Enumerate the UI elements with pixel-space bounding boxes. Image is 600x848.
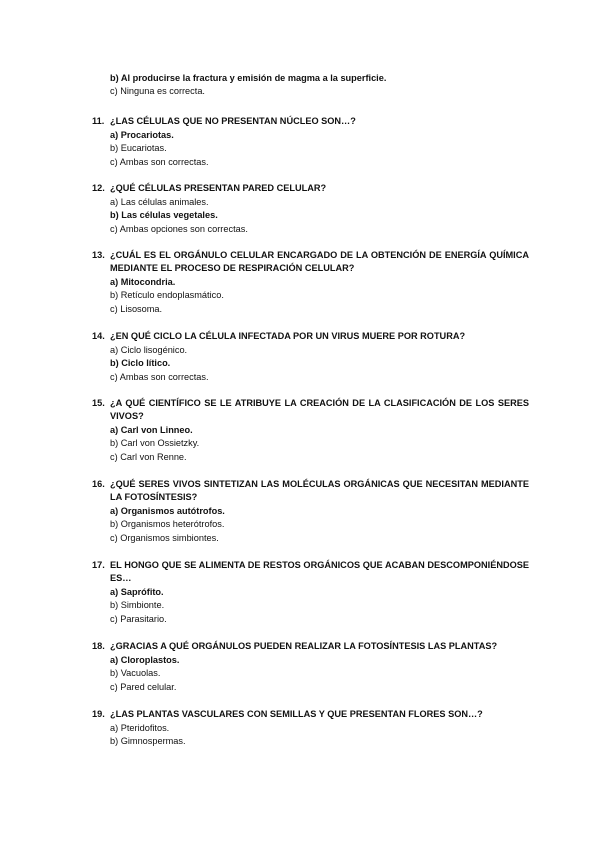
option-c: c) Pared celular. (110, 681, 177, 692)
question-14 (92, 330, 529, 384)
question-text: ¿LAS CÉLULAS QUE NO PRESENTAN NÚCLEO SON…? (110, 116, 356, 126)
question-text: ¿CUÁL ES EL ORGÁNULO CELULAR ENCARGADO DE LA OBTENCIÓN DE ENERGÍA QUÍMICA MEDIANTE EL PROCESO DE RESPIRACIÓN CELULAR? (110, 250, 529, 273)
question-text: ¿EN QUÉ CICLO LA CÉLULA INFECTADA POR UN VIRUS MUERE POR ROTURA? (110, 331, 466, 341)
question-number: 15. (92, 398, 105, 408)
question-18 (92, 640, 529, 694)
question-text: ¿A QUÉ CIENTÍFICO SE LE ATRIBUYE LA CREACIÓN DE LA CLASIFICACIÓN DE LOS SERES VIVOS? (110, 398, 529, 421)
option-b: b) Ciclo lítico. (110, 358, 171, 369)
question-text: ¿LAS PLANTAS VASCULARES CON SEMILLAS Y QUE PRESENTAN FLORES SON…? (110, 709, 483, 719)
question-text: ¿QUÉ SERES VIVOS SINTETIZAN LAS MOLÉCULAS ORGÁNICAS QUE NECESITAN MEDIANTE LA FOTOSÍNTESIS? (110, 479, 529, 502)
question-number: 16. (92, 479, 105, 489)
option-b: b) Gimnospermas. (110, 736, 186, 747)
answer-options (92, 276, 529, 316)
option-a: a) Cloroplastos. (110, 655, 180, 665)
option-b: b) Las células vegetales. (110, 210, 218, 221)
option-a: a) Mitocondria. (110, 277, 176, 287)
question-17 (92, 559, 529, 626)
option-c: c) Ambas opciones son correctas. (110, 223, 248, 234)
option-c: c) Carl von Renne. (110, 451, 187, 462)
answer-options (92, 196, 529, 236)
option-b: b) Vacuolas. (110, 668, 161, 679)
option-a: a) Las células animales. (110, 197, 209, 207)
option-a: a) Pteridofitos. (110, 723, 170, 733)
option-b: b) Simbionte. (110, 600, 165, 611)
question-number: 13. (92, 250, 105, 260)
question-number: 18. (92, 641, 105, 651)
question-number: 12. (92, 183, 105, 193)
question-number: 14. (92, 331, 105, 341)
answer-options (92, 129, 529, 169)
answer-options (92, 654, 529, 694)
question-number: 19. (92, 709, 105, 719)
option-c: c) Lisosoma. (110, 303, 163, 314)
option-b: b) Retículo endoplasmático. (110, 290, 224, 301)
option-c: c) Ambas son correctas. (110, 371, 209, 382)
option-b: b) Organismos heterótrofos. (110, 519, 225, 530)
answer-options (92, 344, 529, 384)
previous-question-options (110, 72, 530, 99)
question-13 (92, 249, 529, 316)
option-a: a) Saprófito. (110, 587, 164, 597)
question-15 (92, 397, 529, 464)
question-11 (92, 115, 529, 169)
answer-options (92, 722, 529, 749)
option-c: c) Parasitario. (110, 613, 167, 624)
option-a: a) Organismos autótrofos. (110, 506, 225, 516)
option-c: c) Organismos simbiontes. (110, 532, 219, 543)
option-b: b) Al producirse la fractura y emisión de magma a la superficie. (110, 73, 387, 83)
question-text: EL HONGO QUE SE ALIMENTA DE RESTOS ORGÁNICOS QUE ACABAN DESCOMPONIÉNDOSE ES… (110, 560, 529, 583)
question-text: ¿QUÉ CÉLULAS PRESENTAN PARED CELULAR? (110, 183, 327, 193)
answer-options (92, 505, 529, 545)
option-a: a) Procariotas. (110, 130, 174, 140)
option-a: a) Ciclo lisogénico. (110, 345, 188, 355)
option-a: a) Carl von Linneo. (110, 425, 193, 435)
answer-options (92, 586, 529, 626)
option-c: c) Ambas son correctas. (110, 156, 209, 167)
option-b: b) Carl von Ossietzky. (110, 438, 200, 449)
question-number: 11. (92, 116, 105, 126)
question-12 (92, 182, 529, 236)
answer-options (92, 424, 529, 464)
question-19 (92, 708, 529, 749)
question-number: 17. (92, 560, 105, 570)
option-b: b) Eucariotas. (110, 143, 167, 154)
option-c: c) Ninguna es correcta. (110, 86, 205, 97)
question-text: ¿GRACIAS A QUÉ ORGÁNULOS PUEDEN REALIZAR LA FOTOSÍNTESIS LAS PLANTAS? (110, 641, 498, 651)
question-16 (92, 478, 529, 545)
